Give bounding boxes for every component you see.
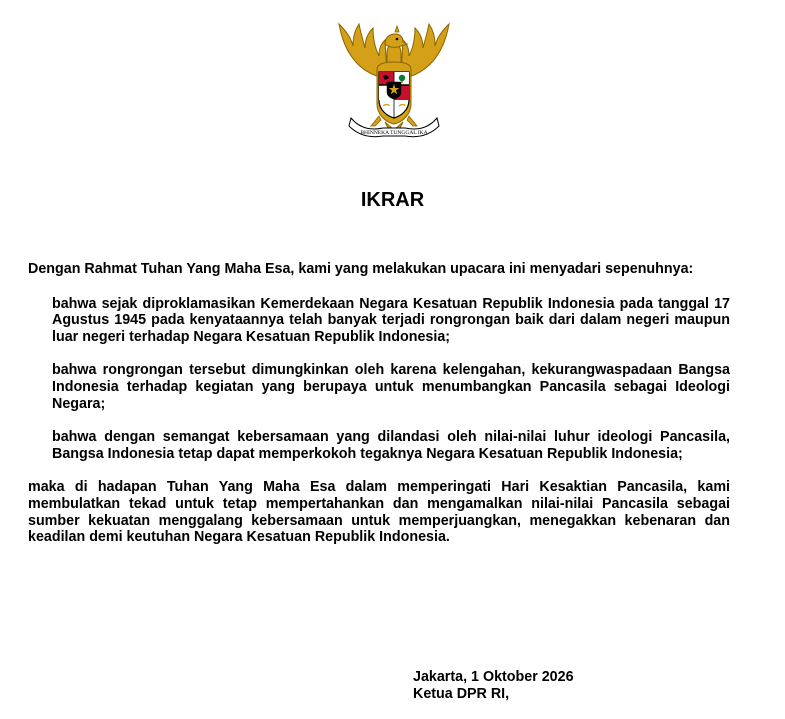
intro-paragraph: Dengan Rahmat Tuhan Yang Maha Esa, kami yang melakukan upacara ini menyadari sepenuhnya: bbox=[28, 261, 694, 277]
emblem-motto: BHINNEKA TUNGGAL IKA bbox=[360, 130, 428, 136]
document-title: IKRAR bbox=[360, 189, 425, 211]
point-paragraph-3: bahwa dengan semangat kebersamaan yang dilandasi oleh nilai-nilai luhur ideologi Pancasila, Bangsa Indonesia tetap dapat memperkokoh tegaknya Negara Kesatuan Republik Indonesia; bbox=[52, 429, 730, 462]
point-paragraph-2: bahwa rongrongan tersebut dimungkinkan oleh karena kelengahan, kekurangwaspadaan Bangsa Indonesia terhadap kegiatan yang berupaya untuk menumbangkan Pancasila sebagai Ideologi Negara; bbox=[52, 362, 730, 412]
signatory-position: Ketua DPR RI, bbox=[413, 686, 510, 702]
point-paragraph-1: bahwa sejak diproklamasikan Kemerdekaan Negara Kesatuan Republik Indonesia pada tanggal 17 Agustus 1945 pada kenyataannya telah banyak terjadi rongrongan baik dari dalam negeri maupun luar negeri terhadap Negara Kesatuan Republik Indonesia; bbox=[52, 295, 730, 345]
closing-paragraph: maka di hadapan Tuhan Yang Maha Esa dalam memperingati Hari Kesaktian Pancasila, kami membulatkan tekad untuk tetap mempertahankan dan mengamalkan nilai-nilai Pancasila sebagai sumber kekuatan menggalang kebersamaan untuk memperjuangkan, menegakkan kebenaran dan keadilan demi keutuhan Negara Kesatuan Republik Indonesia. bbox=[28, 479, 730, 546]
place-date: Jakarta, 1 Oktober 2026 bbox=[413, 669, 574, 685]
garuda-pancasila-emblem-icon bbox=[333, 18, 455, 142]
signature-block bbox=[413, 669, 574, 703]
pledge-body bbox=[28, 261, 730, 546]
